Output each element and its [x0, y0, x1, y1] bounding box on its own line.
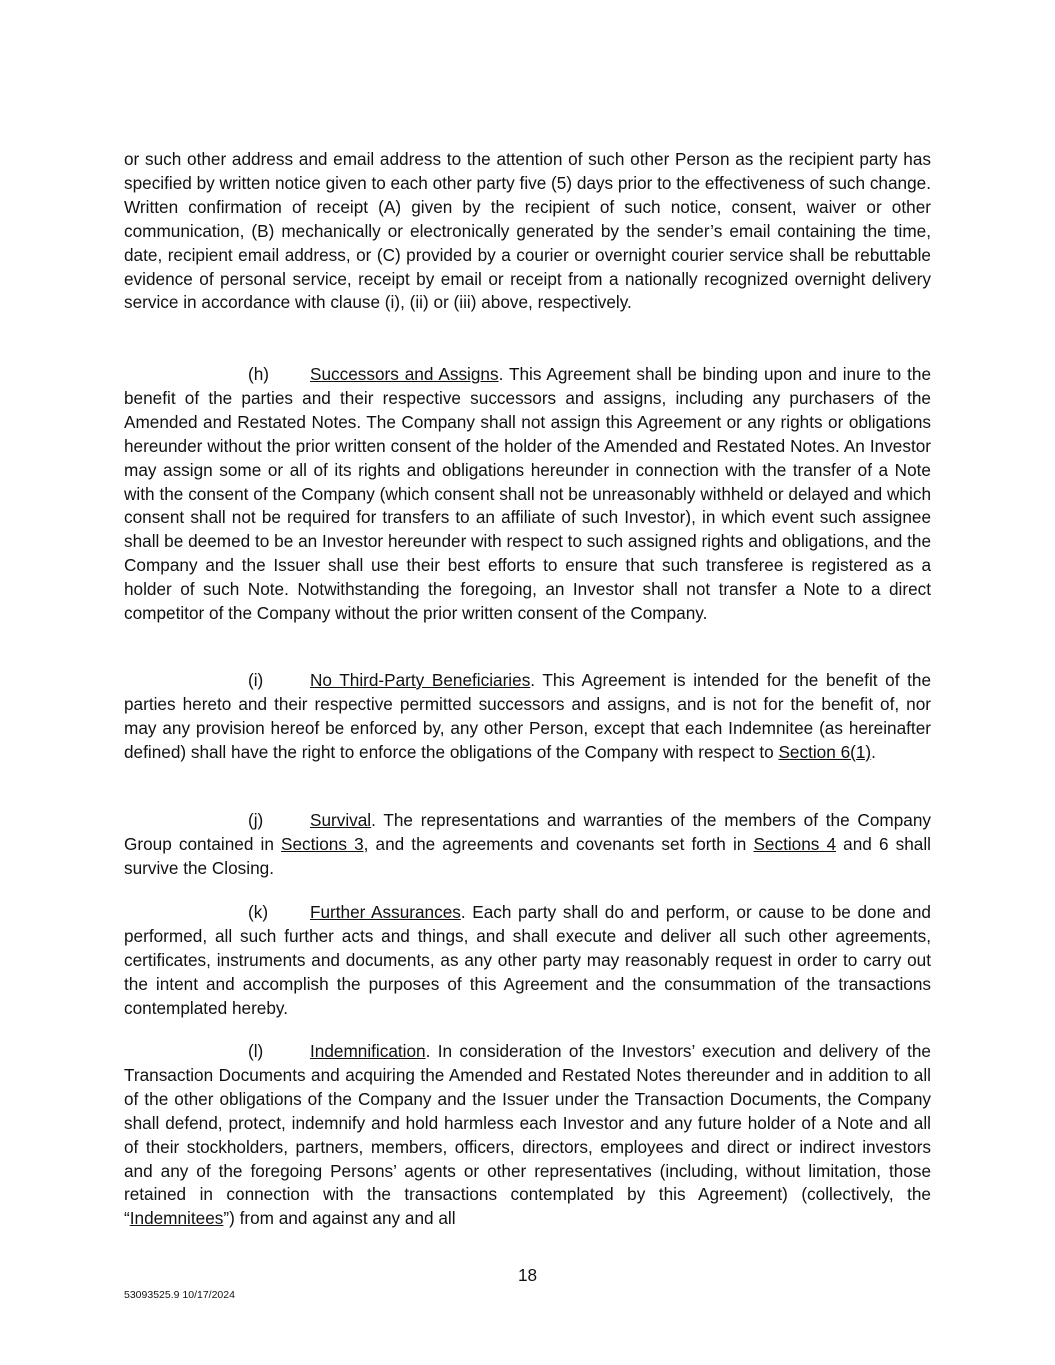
section-i-text: . This Agreement is intended for the benefit of the parties hereto and their respective permitted successors and assigns, and is not for the benefit of, nor may any provision hereof be enforced by, any other Person, except that each Indemnitee (as hereinafter defined) shall have the right to enforce the obligations of the Company with respect to [124, 670, 932, 762]
continuation-text: or such other address and email address to the attention of such other Person as the recipient party has specified by written notice given to each other party five (5) days prior to the effectiveness of such change. Written confirmation of receipt (A) given by the recipient of such notice, consent, waiver or other communication, (B) mechanically or electronically generated by the sender’s email containing the time, date, recipient email address, or (C) provided by a courier or overnight courier service shall be rebuttable evidence of personal service, receipt by email or receipt from a nationally recognized overnight delivery service in accordance with clause (i), (ii) or (iii) above, respectively. [124, 149, 931, 313]
section-k-paragraph [124, 901, 931, 1021]
section-l-text-1: . In consideration of the Investors’ execution and delivery of the Transaction Documents and acquiring the Amended and Restated Notes thereunder and in addition to all of the other obligations of the Company and the Issuer under the Transaction Documents, the Company shall defend, protect, indemnify and hold harmless each Investor and any future holder of a Note and all of their stockholders, partners, members, officers, directors, employees and direct or indirect investors and any of the foregoing Persons’ agents or other representatives (including, without limitation, those retained in connection with the transactions contemplated by this Agreement) (collectively, the “ [124, 1041, 931, 1229]
section-j-reference-1: Sections 3, [281, 833, 369, 854]
page-number: 18 [517, 1265, 538, 1285]
section-i-label: (i) [248, 670, 264, 690]
section-k-text: . Each party shall do and perform, or cause to be done and performed, all such further acts and things, and shall execute and deliver all such other agreements, certificates, instruments and documents, as any other party may reasonably request in order to carry out the intent and accomplish the purposes of this Agreement and the consummation of the transactions contemplated hereby. [124, 902, 931, 1018]
section-h-text: . This Agreement shall be binding upon and inure to the benefit of the parties and their respective successors and assigns, including any purchasers of the Amended and Restated Notes. The Company shall not assign this Agreement or any rights or obligations hereunder without the prior written consent of the holder of the Amended and Restated Notes. An Investor may assign some or all of its rights and obligations hereunder in connection with the transfer of a Note with the consent of the Company (which consent shall not be unreasonably withheld or delayed and which consent shall not be required for transfers to an affiliate of such Investor), in which event such assignee shall be deemed to be an Investor hereunder with respect to such assigned rights and obligations, and the Company and the Issuer shall use their best efforts to ensure that such transferee is registered as a holder of such Note. Notwithstanding the foregoing, an Investor shall not transfer a Note to a direct competitor of the Company without the prior written consent of the Company. [124, 364, 931, 624]
section-j-reference-2: Sections 4 [753, 833, 837, 854]
section-l-heading: Indemnification [310, 1041, 426, 1061]
section-k-heading: Further Assurances [310, 902, 461, 922]
section-j-heading: Survival [310, 810, 372, 830]
section-l-paragraph [124, 1040, 931, 1231]
section-i-heading: No Third-Party Beneficiaries [310, 670, 531, 690]
section-j-text-1: . The representations and warranties of the members of the Company Group contained in [124, 810, 931, 854]
section-k-label: (k) [248, 902, 269, 922]
section-j-text-2: and the agreements and covenants set forth in [368, 833, 754, 854]
continuation-paragraph [124, 148, 931, 315]
section-i-end: . [871, 741, 876, 762]
section-l-label: (l) [248, 1041, 264, 1061]
section-i-paragraph [124, 669, 931, 765]
section-j-text-3: and 6 shall survive the Closing. [124, 833, 931, 878]
section-h-paragraph [124, 363, 931, 626]
section-j-label: (j) [248, 810, 264, 830]
section-l-text-2: ”) from and against any and all [223, 1208, 456, 1229]
section-h-heading: Successors and Assigns [310, 364, 499, 384]
section-h-label: (h) [248, 364, 270, 384]
section-i-reference: Section 6(1) [778, 741, 872, 762]
document-id: 53093525.9 10/17/2024 [124, 1289, 235, 1301]
section-j-paragraph [124, 809, 931, 881]
section-l-defined-term: Indemnitees [129, 1208, 224, 1229]
